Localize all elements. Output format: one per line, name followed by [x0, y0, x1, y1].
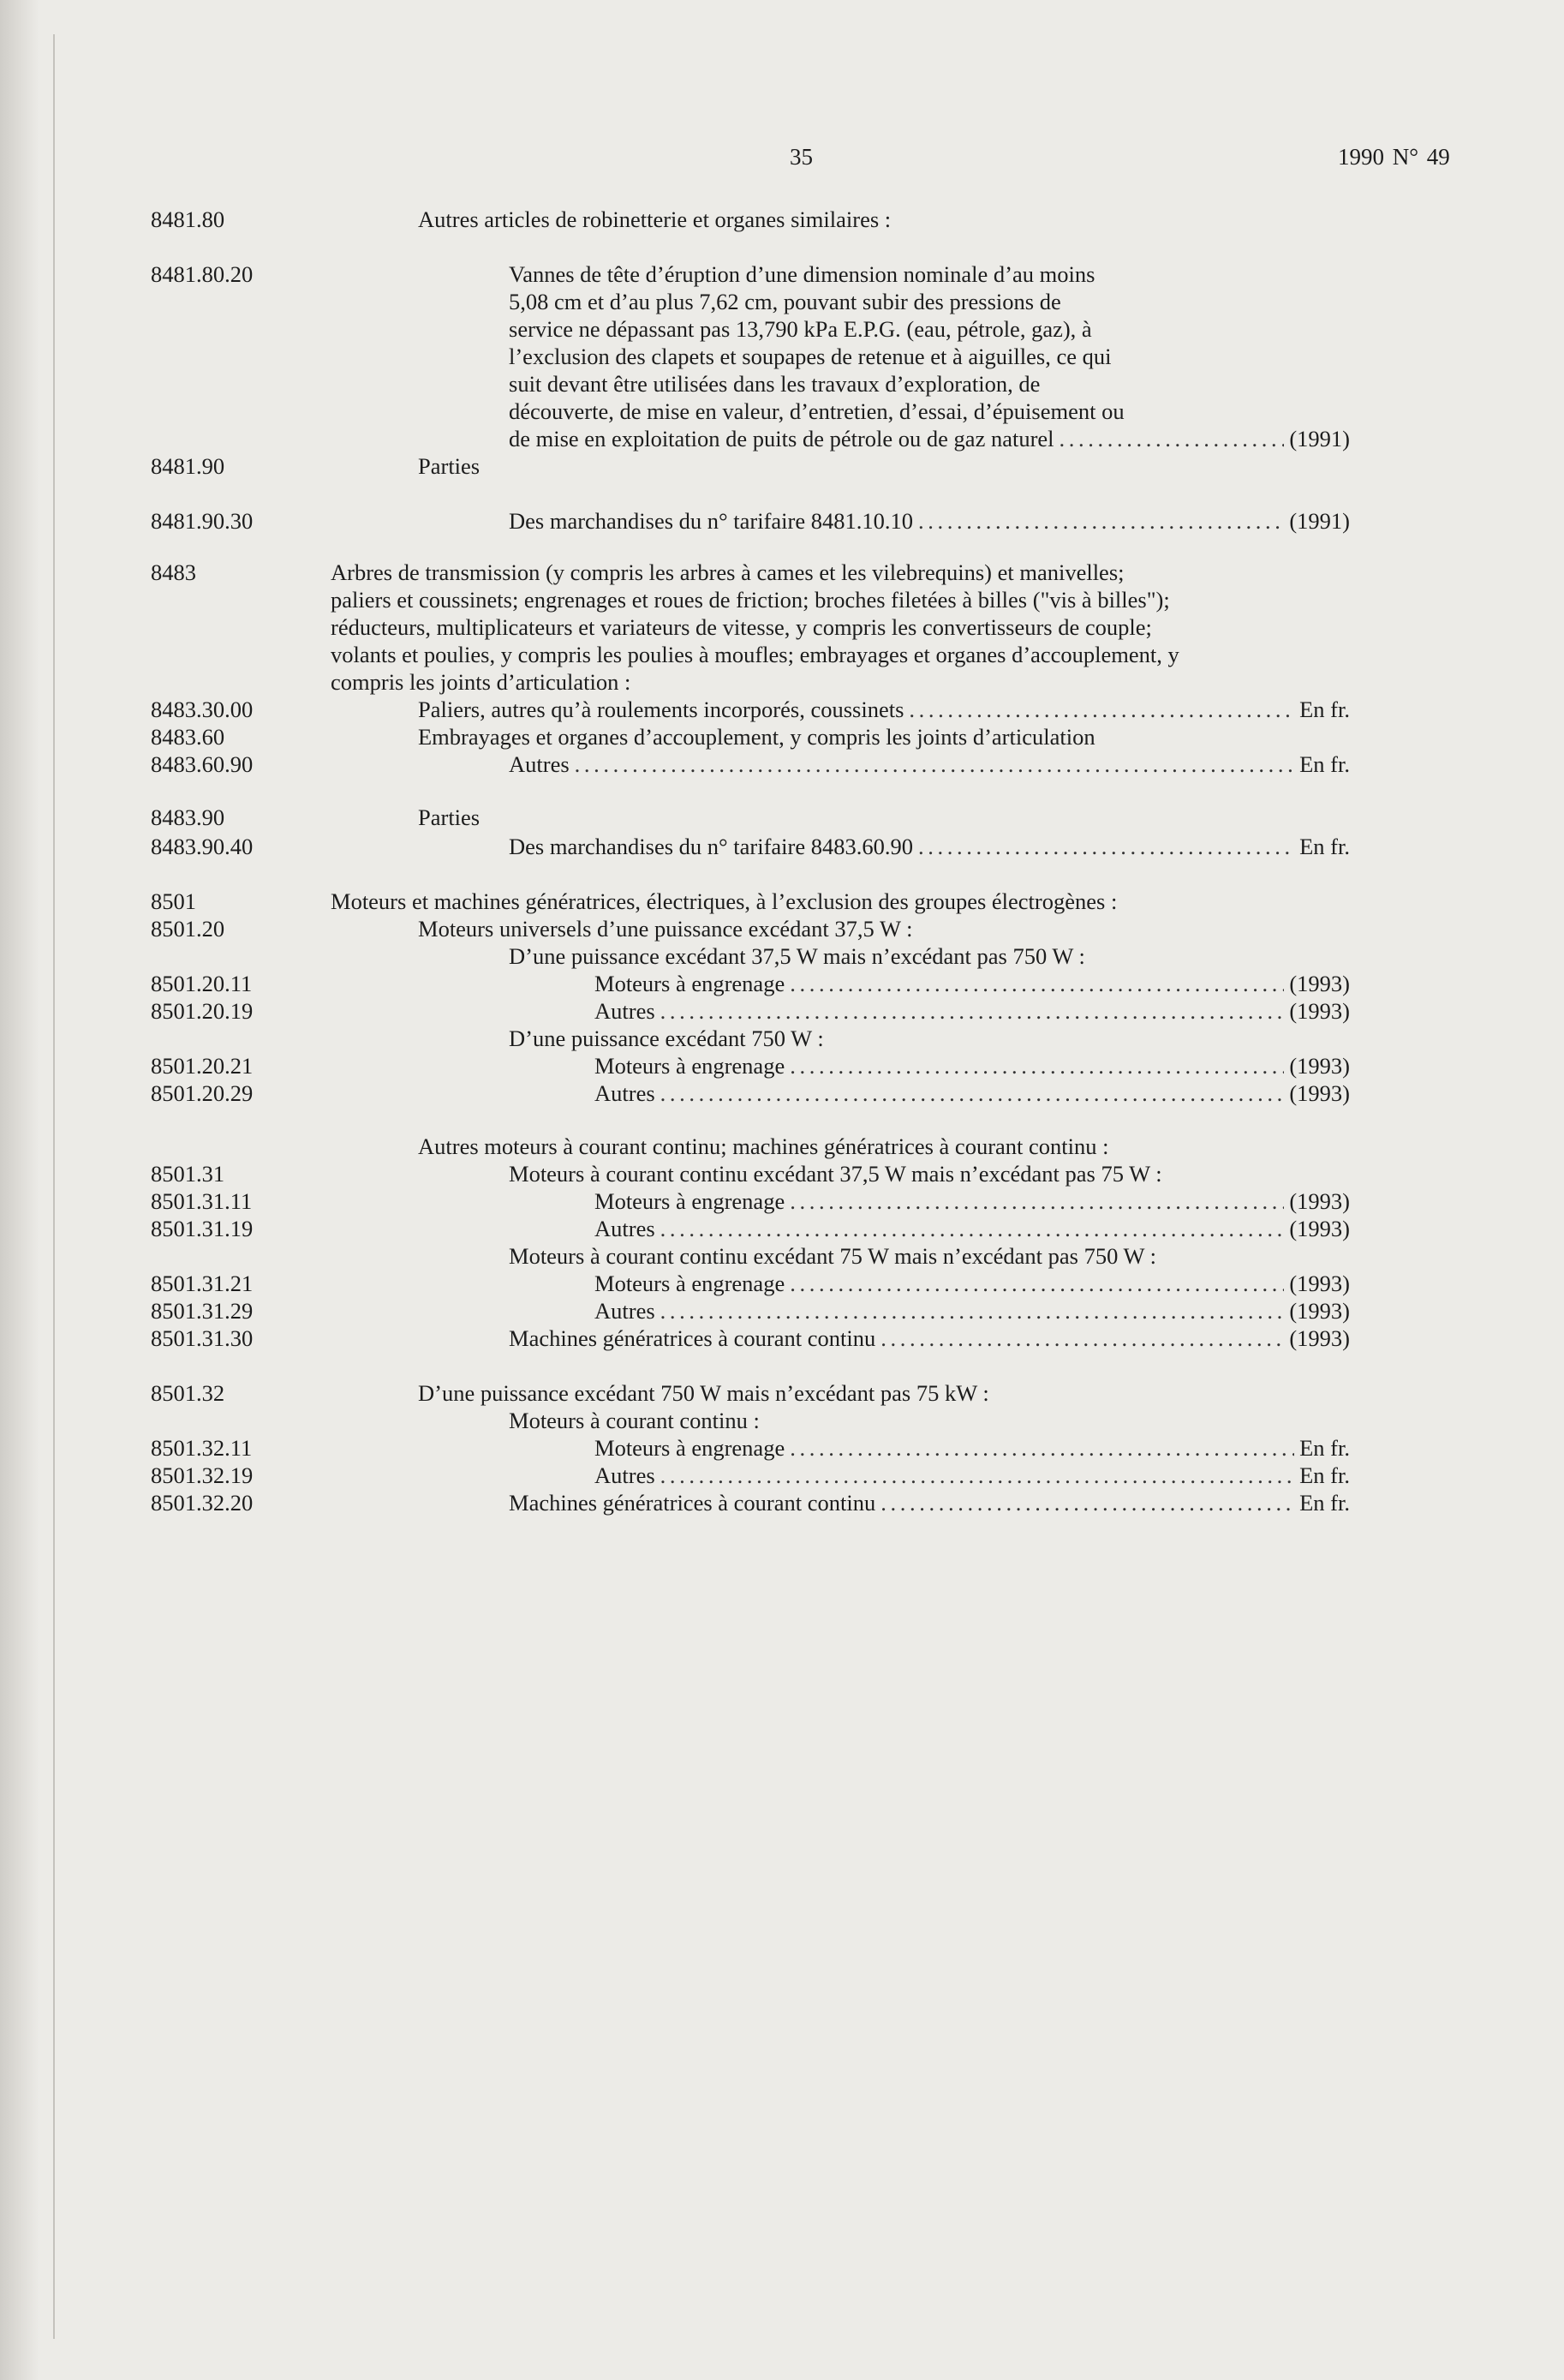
- description-text: de mise en exploitation de puits de pétrole ou de gaz naturel: [509, 426, 1054, 451]
- tariff-line: [0, 425, 1456, 452]
- tariff-line: [0, 1133, 1456, 1160]
- tariff-description: Moteurs et machines génératrices, électriques, à l’exclusion des groupes électrogènes :: [331, 888, 1118, 914]
- tariff-code: 8481.90: [151, 453, 225, 479]
- staging-status: En fr.: [1299, 1435, 1350, 1461]
- tariff-line: [0, 1434, 1456, 1462]
- staging-status: (1993): [1289, 1080, 1350, 1106]
- tariff-description: service ne dépassant pas 13,790 kPa E.P.G. (eau, pétrole, gaz), à: [509, 316, 1092, 342]
- tariff-description: [509, 833, 1350, 860]
- tariff-description: [418, 696, 1350, 723]
- tariff-description: Moteurs à courant continu excédant 37,5 W mais n’excédant pas 75 W :: [509, 1161, 1162, 1187]
- tariff-line: [0, 315, 1456, 343]
- tariff-description: [509, 1325, 1350, 1352]
- dot-leader: [660, 1079, 1285, 1107]
- tariff-line: [0, 288, 1456, 315]
- dot-leader: [660, 1462, 1294, 1489]
- tariff-description: Moteurs universels d’une puissance excédant 37,5 W :: [418, 916, 913, 942]
- tariff-code: 8501.20.21: [151, 1053, 254, 1079]
- tariff-code: 8483.90.40: [151, 834, 254, 859]
- tariff-code: 8501.20.19: [151, 998, 254, 1024]
- tariff-line: [0, 1079, 1456, 1107]
- tariff-line: [0, 1379, 1456, 1407]
- tariff-code: 8501: [151, 888, 196, 914]
- tariff-code: 8501.32.11: [151, 1435, 253, 1461]
- dot-leader: [909, 696, 1294, 723]
- tariff-line: [0, 696, 1456, 723]
- tariff-description: découverte, de mise en valeur, d’entretien, d’essai, d’épuisement ou: [509, 398, 1125, 424]
- tariff-code: 8483.60: [151, 724, 225, 750]
- tariff-line: [0, 507, 1456, 535]
- tariff-description: Autres moteurs à courant continu; machines génératrices à courant continu :: [418, 1133, 1109, 1159]
- tariff-line: [0, 1407, 1456, 1434]
- tariff-code: 8501.31.30: [151, 1325, 254, 1351]
- staging-status: En fr.: [1299, 1462, 1350, 1488]
- tariff-description: 5,08 cm et d’au plus 7,62 cm, pouvant subir des pressions de: [509, 289, 1061, 314]
- tariff-description: D’une puissance excédant 750 W :: [509, 1026, 824, 1051]
- staging-status: (1993): [1289, 1298, 1350, 1324]
- description-text: Autres: [594, 1216, 655, 1241]
- tariff-description: [594, 1434, 1350, 1462]
- tariff-line: [0, 1052, 1456, 1079]
- tariff-line: [0, 641, 1456, 668]
- tariff-description: [594, 1215, 1350, 1242]
- dot-leader: [790, 970, 1284, 997]
- tariff-code: 8501.31.29: [151, 1298, 254, 1324]
- description-text: Autres: [594, 1462, 655, 1488]
- tariff-description: Autres articles de robinetterie et organes similaires :: [418, 206, 892, 232]
- tariff-description: Embrayages et organes d’accouplement, y compris les joints d’articulation: [418, 724, 1095, 750]
- tariff-line: [0, 586, 1456, 613]
- tariff-line: [0, 1187, 1456, 1215]
- tariff-line: [0, 997, 1456, 1025]
- description-text: Des marchandises du n° tarifaire 8481.10.10: [509, 508, 914, 534]
- tariff-description: Parties: [418, 804, 481, 830]
- tariff-description: suit devant être utilisées dans les travaux d’exploration, de: [509, 371, 1041, 397]
- tariff-code: 8501.32.19: [151, 1462, 254, 1488]
- tariff-code: 8501.20.11: [151, 971, 253, 996]
- staging-status: En fr.: [1299, 1490, 1350, 1516]
- staging-status: En fr.: [1299, 697, 1350, 722]
- tariff-line: [0, 1489, 1456, 1516]
- tariff-line: [0, 1215, 1456, 1242]
- tariff-code: 8481.80: [151, 206, 225, 232]
- page-number: 35: [790, 144, 813, 170]
- tariff-description: l’exclusion des clapets et soupapes de retenue et à aiguilles, ce qui: [509, 344, 1112, 369]
- dot-leader: [1060, 425, 1285, 452]
- tariff-code: 8501.32.20: [151, 1490, 254, 1516]
- tariff-description: [594, 1297, 1350, 1325]
- tariff-description: [509, 1489, 1350, 1516]
- tariff-description: D’une puissance excédant 37,5 W mais n’excédant pas 750 W :: [509, 943, 1085, 969]
- tariff-code: 8483.90: [151, 804, 225, 830]
- staging-status: (1991): [1289, 426, 1350, 451]
- dot-leader: [660, 1215, 1285, 1242]
- tariff-code: 8501.31: [151, 1161, 225, 1187]
- tariff-description: réducteurs, multiplicateurs et variateurs de vitesse, y compris les convertisseurs de couple;: [331, 614, 1152, 640]
- issue-label: 1990 N° 49: [1338, 144, 1450, 170]
- description-text: Autres: [594, 1298, 655, 1324]
- dot-leader: [880, 1489, 1294, 1516]
- tariff-description: [509, 750, 1350, 778]
- tariff-line: [0, 833, 1456, 860]
- tariff-line: [0, 343, 1456, 370]
- tariff-code: 8483: [151, 559, 196, 585]
- tariff-description: Arbres de transmission (y compris les arbres à cames et les vilebrequins) et manivelles;: [331, 559, 1125, 585]
- tariff-line: [0, 1242, 1456, 1270]
- tariff-line: [0, 915, 1456, 942]
- description-text: Paliers, autres qu’à roulements incorporés, coussinets: [418, 697, 904, 722]
- tariff-line: [0, 206, 1456, 233]
- description-text: Moteurs à engrenage: [594, 1188, 785, 1214]
- description-text: Moteurs à engrenage: [594, 1271, 785, 1296]
- tariff-line: [0, 370, 1456, 398]
- tariff-line: [0, 804, 1456, 831]
- tariff-code: 8501.32: [151, 1380, 225, 1406]
- description-text: Autres: [594, 1080, 655, 1106]
- tariff-description: [594, 997, 1350, 1025]
- tariff-description: Moteurs à courant continu excédant 75 W mais n’excédant pas 750 W :: [509, 1243, 1157, 1269]
- dot-leader: [790, 1270, 1284, 1297]
- tariff-description: volants et poulies, y compris les poulies à moufles; embrayages et organes d’accouplement, y: [331, 642, 1179, 667]
- description-text: Machines génératrices à courant continu: [509, 1490, 876, 1516]
- tariff-description: [594, 1079, 1350, 1107]
- tariff-line: [0, 1325, 1456, 1352]
- dot-leader: [918, 833, 1294, 860]
- description-text: Moteurs à engrenage: [594, 1435, 785, 1461]
- tariff-code: 8483.30.00: [151, 697, 254, 722]
- tariff-description: [594, 1052, 1350, 1079]
- tariff-line: [0, 942, 1456, 970]
- staging-status: (1993): [1289, 998, 1350, 1024]
- tariff-line: [0, 750, 1456, 778]
- tariff-description: [594, 1270, 1350, 1297]
- dot-leader: [660, 1297, 1285, 1325]
- description-text: Des marchandises du n° tarifaire 8483.60.90: [509, 834, 914, 859]
- tariff-line: [0, 723, 1456, 750]
- dot-leader: [790, 1052, 1284, 1079]
- tariff-line: [0, 1270, 1456, 1297]
- description-text: Moteurs à engrenage: [594, 1053, 785, 1079]
- tariff-code: 8501.20: [151, 916, 225, 942]
- dot-leader: [660, 997, 1285, 1025]
- tariff-code: 8483.60.90: [151, 751, 254, 777]
- staging-status: En fr.: [1299, 751, 1350, 777]
- dot-leader: [790, 1187, 1284, 1215]
- tariff-description: [594, 1462, 1350, 1489]
- tariff-description: Vannes de tête d’éruption d’une dimension nominale d’au moins: [509, 261, 1095, 287]
- tariff-description: compris les joints d’articulation :: [331, 669, 631, 695]
- description-text: Moteurs à engrenage: [594, 971, 785, 996]
- staging-status: En fr.: [1299, 834, 1350, 859]
- staging-status: (1991): [1289, 508, 1350, 534]
- tariff-line: [0, 970, 1456, 997]
- staging-status: (1993): [1289, 1325, 1350, 1351]
- tariff-code: 8501.31.21: [151, 1271, 254, 1296]
- tariff-description: [594, 1187, 1350, 1215]
- tariff-line: [0, 1160, 1456, 1187]
- staging-status: (1993): [1289, 1271, 1350, 1296]
- tariff-line: [0, 1025, 1456, 1052]
- tariff-code: 8501.31.19: [151, 1216, 254, 1241]
- tariff-line: [0, 613, 1456, 641]
- tariff-line: [0, 559, 1456, 586]
- tariff-code: 8481.90.30: [151, 508, 254, 534]
- tariff-description: D’une puissance excédant 750 W mais n’excédant pas 75 kW :: [418, 1380, 989, 1406]
- tariff-code: 8501.20.29: [151, 1080, 254, 1106]
- dot-leader: [918, 507, 1284, 535]
- tariff-code: 8501.31.11: [151, 1188, 253, 1214]
- tariff-line: [0, 260, 1456, 288]
- tariff-line: [0, 398, 1456, 425]
- tariff-line: [0, 668, 1456, 696]
- dot-leader: [880, 1325, 1284, 1352]
- tariff-description: [594, 970, 1350, 997]
- tariff-line: [0, 888, 1456, 915]
- staging-status: (1993): [1289, 971, 1350, 996]
- staging-status: (1993): [1289, 1188, 1350, 1214]
- dot-leader: [790, 1434, 1294, 1462]
- tariff-description: Moteurs à courant continu :: [509, 1408, 760, 1433]
- tariff-line: [0, 1297, 1456, 1325]
- staging-status: (1993): [1289, 1053, 1350, 1079]
- staging-status: (1993): [1289, 1216, 1350, 1241]
- description-text: Autres: [509, 751, 570, 777]
- tariff-description: [509, 507, 1350, 535]
- tariff-description: [509, 425, 1350, 452]
- tariff-description: paliers et coussinets; engrenages et roues de friction; broches filetées à billes ("vis à billes");: [331, 587, 1170, 613]
- description-text: Autres: [594, 998, 655, 1024]
- dot-leader: [575, 750, 1294, 778]
- tariff-description: Parties: [418, 453, 481, 479]
- tariff-code: 8481.80.20: [151, 261, 254, 287]
- description-text: Machines génératrices à courant continu: [509, 1325, 876, 1351]
- tariff-line: [0, 1462, 1456, 1489]
- tariff-line: [0, 452, 1456, 480]
